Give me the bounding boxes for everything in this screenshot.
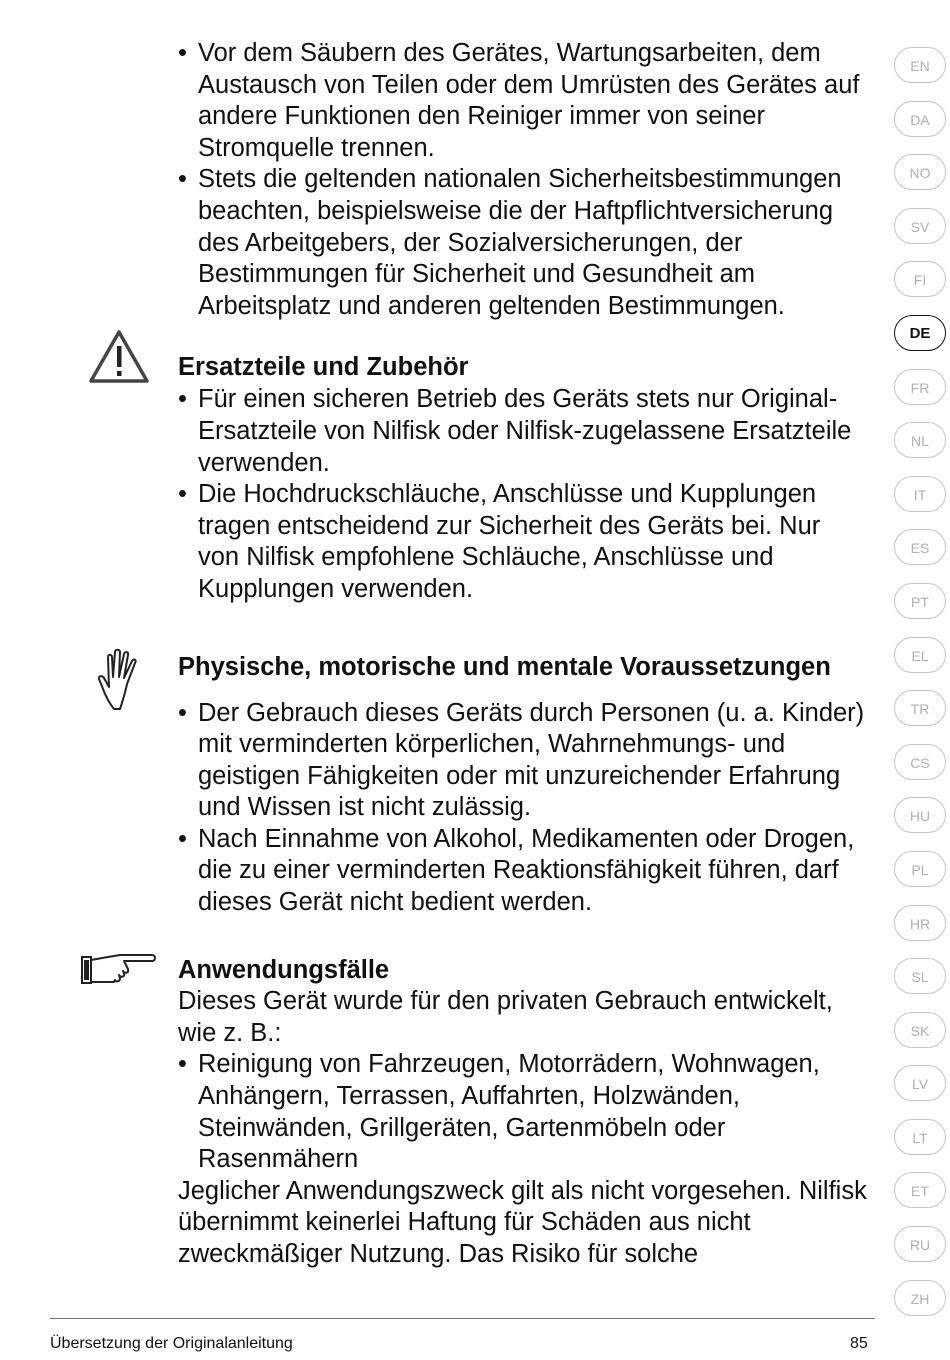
language-tab-sl[interactable]: SL: [894, 958, 946, 994]
section-outro-text: Jeglicher Anwendungszweck gilt als nicht vorgesehen. Nilfisk übernimmt keinerlei Haftung für Schäden aus nicht zweckmäßiger Nutzung. Das Risiko für solche: [178, 1176, 867, 1268]
list-item: • Stets die geltenden nationalen Sicherheitsbestimmungen beachten, beispielsweise die der Haftpflichtversicherung des Arbeitgebers, der Sozialversicherungen, der Bestimmungen für Sicherheit und Gesundheit am Arbeitsplatz und anderen geltenden Bestimmungen.: [178, 164, 868, 322]
list-item: • Der Gebrauch dieses Geräts durch Personen (u. a. Kinder) mit verminderten körperlichen, Wahrnehmungs- und geistigen Fähigkeiten oder mit unzureichender Erfahrung und Wissen ist nicht zulässig.: [178, 698, 868, 824]
main-content: [178, 38, 868, 1271]
language-tabs: [894, 47, 948, 1333]
section-heading: Physische, motorische und mentale Voraussetzungen: [178, 652, 831, 681]
list-item: • Reinigung von Fahrzeugen, Motorrädern, Wohnwagen, Anhängern, Terrassen, Auffahrten, Holzwänden, Steinwänden, Grillgeräten, Gartenmöbeln oder Rasenmähern: [178, 1049, 868, 1175]
language-tab-es[interactable]: ES: [894, 529, 946, 565]
spare-parts-section: [178, 351, 868, 605]
language-tab-tr[interactable]: TR: [894, 690, 946, 726]
hand-stop-icon: [94, 649, 154, 713]
language-tab-it[interactable]: IT: [894, 476, 946, 512]
requirements-list: [178, 698, 868, 919]
warning-triangle-icon: [88, 329, 150, 385]
language-tab-pl[interactable]: PL: [894, 851, 946, 887]
applications-section: [178, 955, 868, 1271]
language-tab-lv[interactable]: LV: [894, 1065, 946, 1101]
list-item: • Nach Einnahme von Alkohol, Medikamenten oder Drogen, die zu einer verminderten Reaktionsfähigkeit führen, darf dieses Gerät nicht bedient werden.: [178, 824, 868, 919]
applications-list: [178, 1049, 868, 1175]
language-tab-ru[interactable]: RU: [894, 1226, 946, 1262]
footer-divider: [50, 1318, 875, 1319]
list-item: • Vor dem Säubern des Gerätes, Wartungsarbeiten, dem Austausch von Teilen oder dem Umrüsten des Gerätes auf andere Funktionen den Reiniger immer von seiner Stromquelle trennen.: [178, 38, 868, 164]
spare-parts-list: [178, 384, 868, 605]
language-tab-et[interactable]: ET: [894, 1172, 946, 1208]
section-heading: Anwendungsfälle: [178, 955, 390, 984]
section-heading: Ersatzteile und Zubehör: [178, 353, 469, 382]
language-tab-el[interactable]: EL: [894, 637, 946, 673]
language-tab-sk[interactable]: SK: [894, 1012, 946, 1048]
language-tab-nl[interactable]: NL: [894, 422, 946, 458]
requirements-section: [178, 651, 868, 919]
language-tab-lt[interactable]: LT: [894, 1119, 946, 1155]
intro-list: [178, 38, 868, 322]
language-tab-de[interactable]: DE: [894, 315, 946, 351]
pointing-hand-icon: [80, 949, 158, 989]
section-intro-text: Dieses Gerät wurde für den privaten Gebrauch entwickelt, wie z. B.:: [178, 987, 833, 1047]
list-item: • Für einen sicheren Betrieb des Geräts stets nur Original-Ersatzteile von Nilfisk oder Nilfisk-zugelassene Ersatzteile verwenden.: [178, 384, 868, 479]
language-tab-en[interactable]: EN: [894, 47, 946, 83]
footer-title: Übersetzung der Originalanleitung: [50, 1335, 293, 1352]
language-tab-da[interactable]: DA: [894, 101, 946, 137]
page-number: 85: [850, 1335, 868, 1352]
language-tab-no[interactable]: NO: [894, 154, 946, 190]
list-item: • Die Hochdruckschläuche, Anschlüsse und Kupplungen tragen entscheidend zur Sicherheit des Geräts bei. Nur von Nilfisk empfohlene Schläuche, Anschlüsse und Kupplungen verwenden.: [178, 479, 868, 605]
language-tab-zh[interactable]: ZH: [894, 1280, 946, 1316]
language-tab-fr[interactable]: FR: [894, 369, 946, 405]
language-tab-cs[interactable]: CS: [894, 744, 946, 780]
language-tab-fi[interactable]: FI: [894, 261, 946, 297]
language-tab-hr[interactable]: HR: [894, 905, 946, 941]
language-tab-pt[interactable]: PT: [894, 583, 946, 619]
language-tab-sv[interactable]: SV: [894, 208, 946, 244]
language-tab-hu[interactable]: HU: [894, 797, 946, 833]
